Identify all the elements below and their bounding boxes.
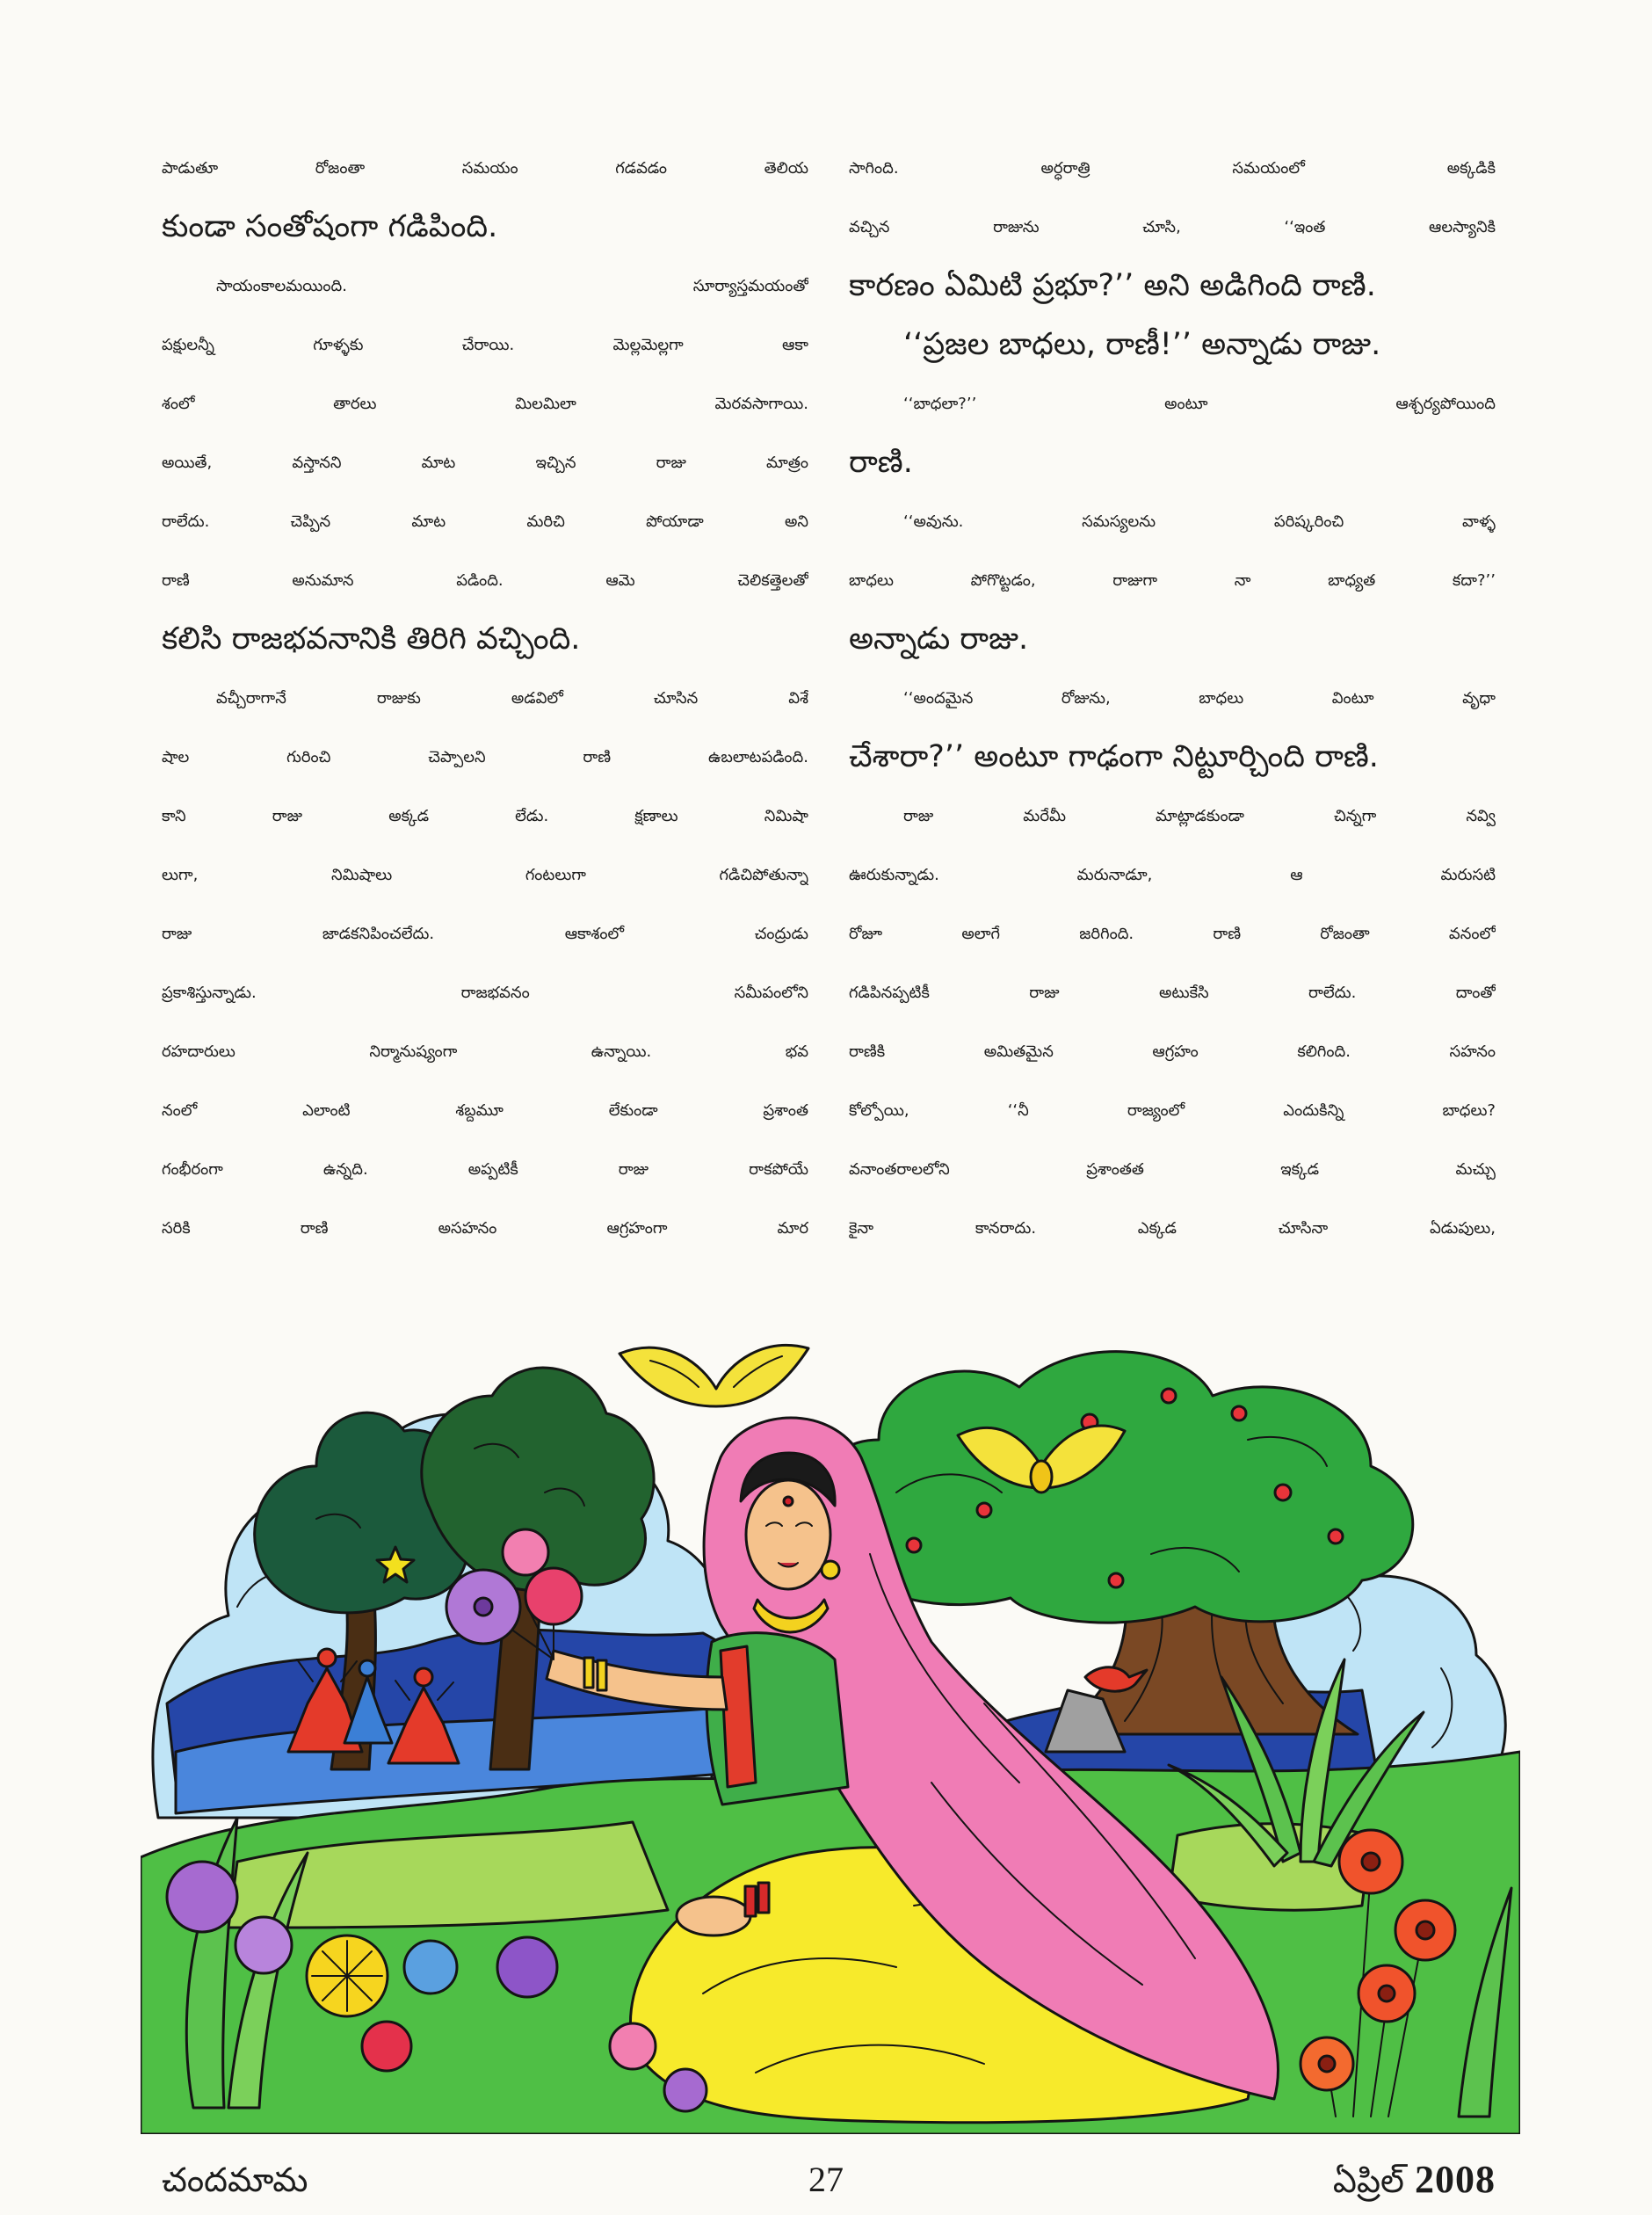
text-line: వనాంతరాలలోని ప్రశాంతత ఇక్కడ మచ్చు (849, 1160, 1496, 1179)
text-line: లుగా, నిమిషాలు గంటలుగా గడిచిపోతున్నా (162, 866, 808, 884)
hand-flower-pink (503, 1529, 548, 1575)
paragraph (849, 669, 1496, 787)
issue-year: 2008 (1415, 2158, 1496, 2201)
text-line: వచ్చీరాగానే రాజుకు అడవిలో చూసిన విశే (216, 689, 808, 708)
text-line: చేశారా?’’ అంటూ గాఢంగా నిట్టూర్చింది రాణి. (849, 739, 1379, 774)
page-footer (0, 2153, 1652, 2215)
pink-flower (610, 2023, 656, 2069)
purple-flower (664, 2069, 706, 2111)
page-number: 27 (808, 2160, 844, 2199)
dancer-head-3 (415, 1668, 432, 1686)
dancer-head-1 (318, 1649, 336, 1667)
text-line: రాలేదు. చెప్పిన మాట మరిచి పోయాడా అని (162, 512, 808, 531)
text-line: ‘‘అవును. సమస్యలను పరిష్కరించి వాళ్ళ (903, 512, 1496, 531)
text-line: శంలో తారలు మిలమిలా మెరవసాగాయి. (162, 395, 808, 413)
story-illustration (141, 1290, 1520, 2134)
text-line: కుండా సంతోషంగా గడిపింది. (162, 209, 498, 244)
left-column (162, 139, 808, 1258)
text-line: కాని రాజు అక్కడ లేడు. క్షణాలు నిమిషా (162, 807, 808, 825)
text-line: ‘‘ప్రజల బాధలు, రాణీ!’’ అన్నాడు రాజు. (903, 327, 1381, 362)
text-line: సరికి రాణి అసహనం ఆగ్రహంగా మార (162, 1219, 808, 1238)
purple-flower (167, 1862, 237, 1932)
text-line: ప్రకాశిస్తున్నాడు. రాజభవనం సమీపంలోని (162, 984, 808, 1002)
text-line: రాణికి అమితమైన ఆగ్రహం కలిగింది. సహనం (849, 1042, 1496, 1061)
tree-fruit (907, 1538, 921, 1552)
queen-earring (822, 1561, 839, 1579)
text-line: సాగింది. అర్ధరాత్రి సమయంలో అక్కడికి (849, 159, 1496, 178)
queen-bangle-red (758, 1883, 769, 1913)
text-line: పక్షులన్నీ గూళ్ళకు చేరాయి. మెల్లమెల్లగా ఆకా (162, 336, 808, 354)
text-line: రాణి. (849, 445, 913, 480)
dancer-head-2 (359, 1660, 375, 1676)
right-column (849, 139, 1496, 1258)
queen-bindi (784, 1497, 793, 1506)
tree-fruit (1232, 1406, 1246, 1420)
gerbera-center (1417, 1921, 1434, 1939)
text-line: రాజు జాడకనిపించలేదు. ఆకాశంలో చంద్రుడు (162, 925, 808, 943)
text-line: రాజు మరేమీ మాట్లాడకుండా చిన్నగా నవ్వి (903, 807, 1496, 825)
text-line: రోజూ అలాగే జరిగింది. రాణి రోజంతా వనంలో (849, 925, 1496, 943)
text-line: నంలో ఎలాంటి శబ్దమూ లేకుండా ప్రశాంత (162, 1101, 808, 1120)
text-line: గంభీరంగా ఉన్నది. అప్పటికీ రాజు రాకపోయే (162, 1160, 808, 1179)
text-line: షాల గురించి చెప్పాలని రాణి ఉబలాటపడింది. (162, 748, 808, 766)
tree-fruit (1329, 1529, 1343, 1543)
paragraph (849, 139, 1496, 316)
text-line: కలిసి రాజభవనానికి తిరిగి వచ్చింది. (162, 621, 581, 657)
purple-flower (497, 1937, 557, 1997)
magazine-name: చందమామ (162, 2161, 308, 2199)
text-line: సాయంకాలమయింది. సూర్యాస్తమయంతో (216, 277, 808, 295)
purple-flower (235, 1917, 292, 1973)
gerbera-center (1379, 1986, 1395, 2001)
text-line: ‘‘అందమైన రోజును, బాధలు వింటూ వృధా (903, 689, 1496, 708)
tree-fruit (977, 1503, 991, 1517)
text-line: కారణం ఏమిటి ప్రభూ?’’ అని అడిగింది రాణి. (849, 268, 1376, 303)
issue-date (1333, 2157, 1496, 2209)
hand-flower-center (475, 1598, 492, 1616)
text-line: గడిపినప్పటికీ రాజు అటుకేసి రాలేదు. దాంతో (849, 984, 1496, 1002)
flying-bird (620, 1345, 808, 1406)
hand-flower-red (525, 1568, 582, 1624)
chrysanthemum-petals (312, 1941, 382, 2011)
paragraph (849, 787, 1496, 1258)
text-line: బాధలు పోగొట్టడం, రాజుగా నా బాధ్యత కదా?’’ (849, 571, 1496, 590)
text-line: కోల్పోయి, ‘‘నీ రాజ్యంలో ఎందుకిన్ని బాధలు? (849, 1101, 1496, 1120)
tree-fruit (1162, 1389, 1176, 1403)
paragraph (162, 257, 808, 669)
paragraph (849, 374, 1496, 492)
text-line: పాడుతూ రోజంతా సమయం గడవడం తెలియ (162, 159, 808, 178)
gerbera-center (1319, 2056, 1335, 2072)
paragraph (162, 669, 808, 1258)
text-line: రాణి అనుమాన పడింది. ఆమె చెలికత్తెలతో (162, 571, 808, 590)
queen-hand-ground (677, 1897, 750, 1935)
paragraph (162, 139, 808, 257)
paragraph (849, 316, 1496, 374)
text-line: అన్నాడు రాజు. (849, 621, 1029, 657)
red-flower (362, 2022, 411, 2071)
text-line: రహదారులు నిర్మానుష్యంగా ఉన్నాయి. భవ (162, 1042, 808, 1061)
queen-bangle-red (745, 1886, 756, 1916)
text-line: ‘‘బాధలా?’’ అంటూ ఆశ్చర్యపోయింది (903, 395, 1496, 413)
issue-month: ఏప్రిల్ (1332, 2161, 1404, 2200)
tree-fruit (1109, 1573, 1123, 1587)
text-line: అయితే, వస్తానని మాట ఇచ్చిన రాజు మాత్రం (162, 454, 808, 472)
blue-flower (404, 1941, 457, 1994)
tree-bird-body (1031, 1461, 1052, 1492)
queen-bangle (584, 1658, 593, 1688)
text-line: ఊరుకున్నాడు. మరునాడూ, ఆ మరుసటి (849, 866, 1496, 884)
text-line: కైనా కానరాదు. ఎక్కడ చూసినా ఏడుపులు, (849, 1219, 1496, 1238)
queen-bangle (598, 1660, 606, 1690)
gerbera-center (1362, 1853, 1380, 1870)
paragraph (849, 492, 1496, 669)
tree-fruit (1275, 1485, 1291, 1500)
text-line: వచ్చిన రాజును చూసి, ‘‘ఇంత ఆలస్యానికి (849, 218, 1496, 236)
